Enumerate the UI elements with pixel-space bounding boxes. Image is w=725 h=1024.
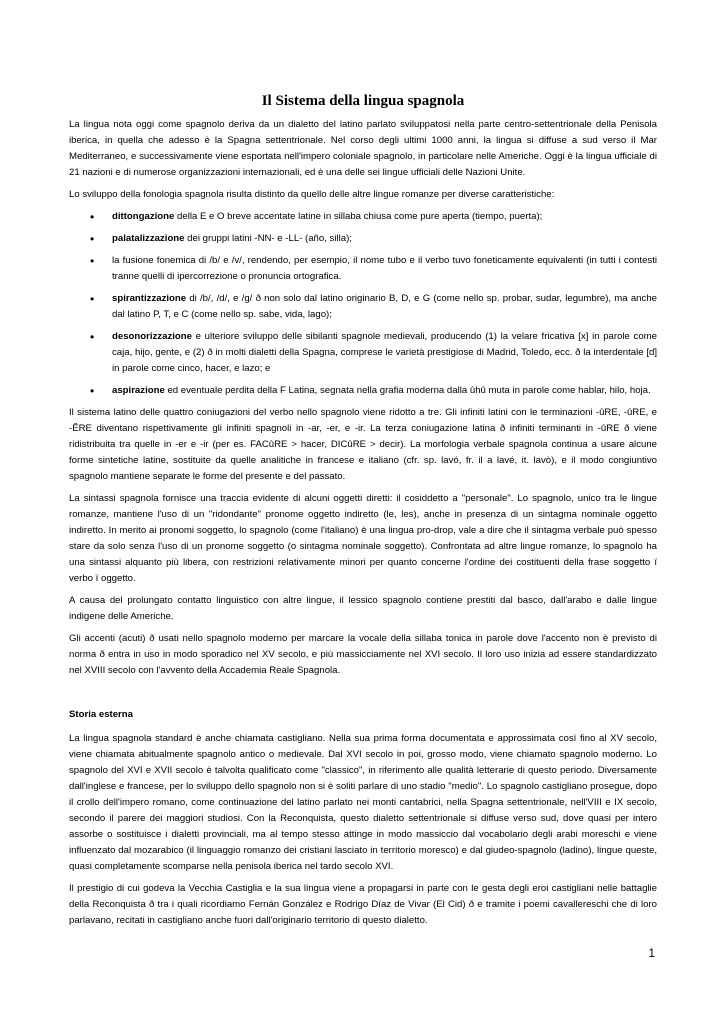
- list-item: • dittongazione della E e O breve accentate latine in sillaba chiusa come pure aperta (tiempo, puerta);: [90, 210, 543, 224]
- prestige-paragraph: Il prestigio di cui godeva la Vecchia Castiglia e la sua lingua viene a propagarsi in parte con le gesta degli eroi castigliani nelle battaglie della Reconquista ð tra i quali ricordiamo Fernán González e Rodrigo Díaz de Vivar (El Cid) ð e tramite i poemi cavallereschi che di loro parlavano, recitati in castigliano anche fuori dall'originario territorio di questo dialetto.: [69, 883, 657, 926]
- phonology-intro-paragraph: Lo sviluppo della fonologia spagnola risulta distinto da quello delle altre lingue romanze per diverse caratteristiche:: [69, 189, 555, 200]
- list-item: • spirantizzazione di /b/, /d/, e /g/ ð non solo dal latino originario B, D, e G (come nello sp. probar, sudar, legumbre), ma anche dal latino P, T, e C (come nello sp. sabe, vida, lago);: [90, 292, 657, 320]
- page-number: 1: [648, 946, 655, 960]
- document-title: Il Sistema della lingua spagnola: [261, 93, 465, 109]
- bullet-icon: •: [90, 254, 95, 268]
- bullet-icon: •: [90, 330, 95, 344]
- list-item: • desonorizzazione e ulteriore sviluppo delle sibilanti spagnole medievali, producendo (1) la velare fricativa [x] in parole come caja, hijo, gente, e (2) ð in molti dialetti della Spagna, comprese le varietà prestigiose di Madrid, Toledo, ecc. ð la interdentale [ɗ] in parole come cinco, hacer, e lazo; e: [90, 330, 657, 374]
- section-heading: Storia esterna: [69, 709, 133, 720]
- verb-system-paragraph: Il sistema latino delle quattro coniugazioni del verbo nello spagnolo viene ridotto a tre. Gli infiniti latini con le terminazioni -ûRE, -ûRE, e -ĔRE diventano rispettivamente gli infiniti spagnoli in -ar, -er, e -ir. La terza coniugazione latina ð infiniti terminanti in -ûRE ð viene ridistribuita tra quelle in -er e -ir (per es. FACûRE > hacer, DICûRE > decir). La morfologia verbale spagnola continua a usare alcune forme sintetiche latine, sostituite da quelle analitiche in francese e italiano (cfr. sp. lavó, fr. il a lavé, it. lavò), e il modo congiuntivo spagnolo mantiene separate le forme del presente e del passato.: [69, 407, 657, 482]
- intro-paragraph: La lingua nota oggi come spagnolo deriva da un dialetto del latino parlato sviluppatosi nella parte centro-settentrionale della Penisola iberica, in quella che adesso è la Spagna settentrionale. Nel corso degli ultimi 1000 anni, la lingua si diffuse a sud verso il Mar Mediterraneo, e successivamente viene esportata nell'impero coloniale spagnolo, in particolare nelle Americhe. Oggi è la lingua ufficiale di 21 nazioni e di numerose organizzazioni internazionali, ed è una delle sei lingue ufficiali delle Nazioni Unite.: [69, 119, 657, 178]
- bullet-icon: •: [90, 232, 95, 246]
- list-item: • la fusione fonemica di /b/ e /v/, rendendo, per esempio, il nome tubo e il verbo tuvo foneticamente equivalenti (in tutti i contesti tranne quelli di ipercorrezione o pronuncia ortografica.: [90, 254, 657, 282]
- accents-paragraph: Gli accenti (acuti) ð usati nello spagnolo moderno per marcare la vocale della sillaba tonica in parole dove l'accento non è previsto di norma ð entra in uso in modo sporadico nel XV secolo, e più massicciamente nel XVI secolo. Il loro uso inizia ad essere standardizzato nel XVIII secolo con l'avvento della Accademia Reale Spagnola.: [69, 633, 657, 676]
- history-paragraph: La lingua spagnola standard è anche chiamata castigliano. Nella sua prima forma documentata e approssimata così fino al XV secolo, viene chiamata abitualmente spagnolo antico o medievale. Dal XVI secolo in poi, grosso modo, viene chiamato spagnolo moderno. Lo spagnolo del XVI e XVII secolo è talvolta qualificato come "classico", in riferimento alle qualità letterarie di questo periodo. Diversamente dall'inglese e francese, per lo sviluppo dello spagnolo non si è soliti parlare di uno stadio "medio". Lo spagnolo castigliano prosegue, dopo il crollo dell'impero romano, come continuazione del latino parlato nei monti cantabrici, nella Spagna settentrionale, nell'VIII e IX secolo, secondo il parere dei maggiori studiosi. Con la Reconquista, questo dialetto settentrionale si diffuse verso sud, dove quasi per intero assorbe o sostituisce i dialetti provinciali, ma al tempo stesso attinge in modo massiccio dal vocabolario degli arabi moreschi e viene influenzato dal mozarabico (il linguaggio romanzo dei cristiani lasciato in territorio moresco) e dal giudeo-spagnolo (ladino), lingue queste, quasi completamente scomparse nella penisola iberica nel tardo secolo XVI.: [69, 733, 657, 872]
- bullet-icon: •: [90, 292, 95, 306]
- list-item: • aspirazione ed eventuale perdita della F Latina, segnata nella grafia moderna dalla ûhû muta in parole come hablar, hilo, hoja.: [90, 384, 651, 398]
- phonology-feature-list: [69, 209, 657, 399]
- lexicon-paragraph: A causa del prolungato contatto linguistico con altre lingue, il lessico spagnolo contiene prestiti dal basco, dall'arabo e dalle lingue indigene delle Americhe.: [69, 595, 657, 622]
- bullet-icon: •: [90, 210, 95, 224]
- bullet-icon: •: [90, 384, 95, 398]
- list-item: • palatalizzazione dei gruppi latini -NN- e -LL- (año, silla);: [90, 232, 352, 246]
- document-page: [69, 90, 657, 935]
- syntax-paragraph: La sintassi spagnola fornisce una traccia evidente di alcuni oggetti diretti: il cosiddetto a "personale". Lo spagnolo, unico tra le lingue romanze, mantiene l'uso di un "ridondante" pronome oggetto indiretto (le, les), anche in presenza di un sintagma nominale oggetto indiretto. In merito ai pronomi soggetto, lo spagnolo (come l'italiano) è una lingua pro-drop, vale a dire che il sintagma verbale può spesso stare da solo senza l'uso di un pronome soggetto (o sintagma nominale soggetto). Confrontata ad altre lingue romanze, lo spagnolo ha una sintassi alquanto più libera, con restrizioni relativamente minori per quanto concerne l'ordine dei costituenti della frase soggetto ï verbo ï oggetto.: [69, 493, 657, 584]
